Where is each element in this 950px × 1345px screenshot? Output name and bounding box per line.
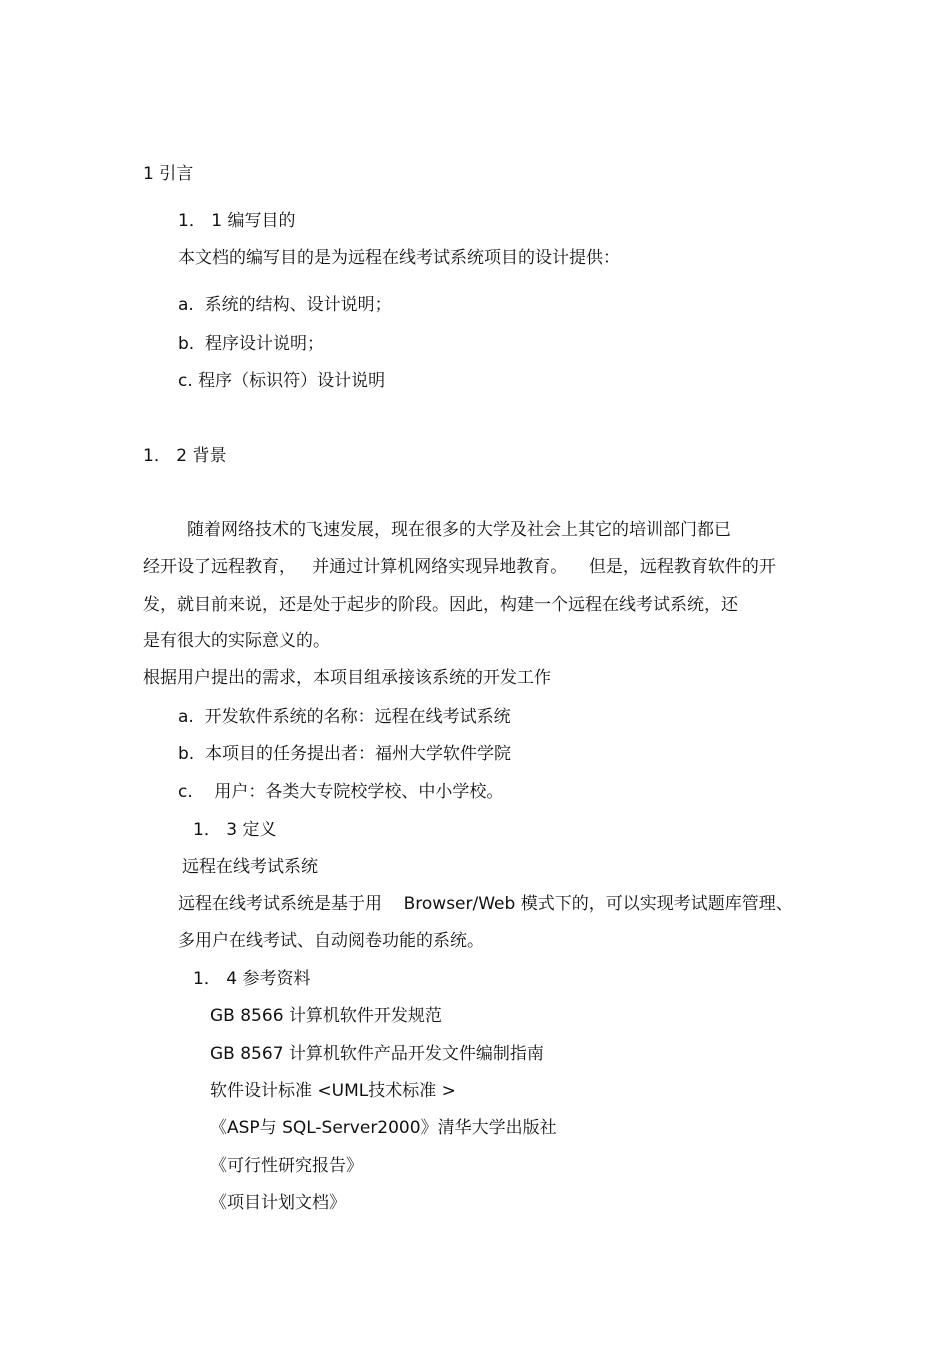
purpose-item: b. 程序设计说明； xyxy=(178,334,325,354)
background-requirement: 根据用户提出的需求，本项目组承接该系统的开发工作 xyxy=(143,668,551,688)
background-paragraph-line: 发，就目前来说，还是处于起步的阶段。因此，构建一个远程在线考试系统，还 xyxy=(143,595,738,615)
background-item: b. 本项目的任务提出者：福州大学软件学院 xyxy=(178,744,512,764)
section-1-heading: 1 引言 xyxy=(143,164,194,184)
reference-item: 《ASP与 SQL-Server2000》清华大学出版社 xyxy=(210,1118,557,1138)
reference-item: 软件设计标准 <UML技术标准 > xyxy=(210,1081,456,1101)
reference-item: 《可行性研究报告》 xyxy=(210,1156,363,1176)
purpose-item: a. 系统的结构、设计说明； xyxy=(178,295,392,315)
section-1-2-heading: 1． 2 背景 xyxy=(143,446,227,466)
background-paragraph-line: 是有很大的实际意义的。 xyxy=(143,631,330,651)
purpose-item: c. 程序（标识符）设计说明 xyxy=(178,371,386,391)
definition-text-line: 多用户在线考试、自动阅卷功能的系统。 xyxy=(178,931,484,951)
section-1-3-heading: 1． 3 定义 xyxy=(193,820,277,840)
reference-item: GB 8566 计算机软件开发规范 xyxy=(210,1006,442,1026)
reference-item: 《项目计划文档》 xyxy=(210,1193,346,1213)
background-item: c. 用户：各类大专院校学校、中小学校。 xyxy=(178,782,504,802)
purpose-intro: 本文档的编写目的是为远程在线考试系统项目的设计提供： xyxy=(178,248,620,268)
background-paragraph-line: 经开设了远程教育， 并通过计算机网络实现异地教育。 但是，远程教育软件的开 xyxy=(143,557,776,577)
section-1-1-heading: 1． 1 编写目的 xyxy=(178,211,296,231)
definition-term: 远程在线考试系统 xyxy=(182,857,318,877)
definition-text-line: 远程在线考试系统是基于用 Browser/Web 模式下的，可以实现考试题库管理、 xyxy=(178,894,793,914)
reference-item: GB 8567 计算机软件产品开发文件编制指南 xyxy=(210,1044,544,1064)
background-item: a. 开发软件系统的名称：远程在线考试系统 xyxy=(178,707,511,727)
background-paragraph-line: 随着网络技术的飞速发展，现在很多的大学及社会上其它的培训部门都已 xyxy=(187,520,731,540)
section-1-4-heading: 1． 4 参考资料 xyxy=(193,969,311,989)
